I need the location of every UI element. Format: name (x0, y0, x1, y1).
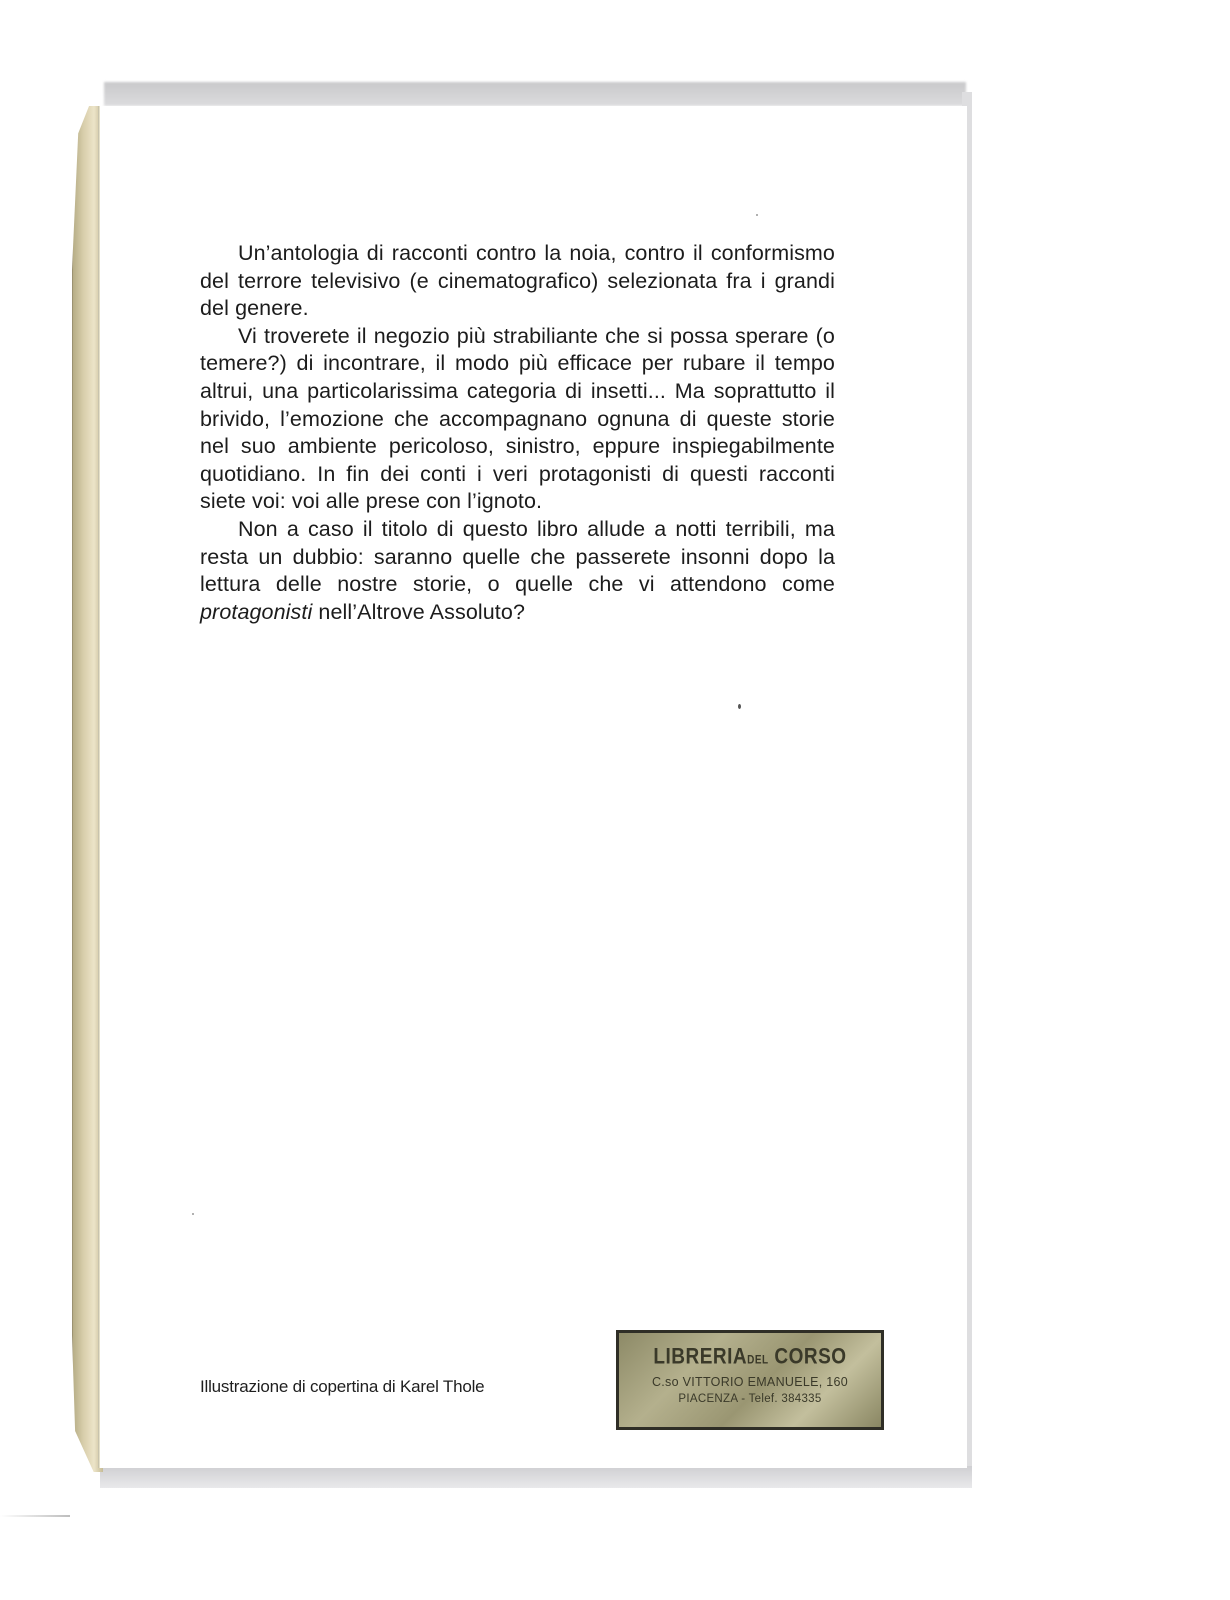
bookshop-sticker (616, 1330, 884, 1430)
scan-edge-mark (0, 1515, 70, 1517)
sticker-title-small: DEL (747, 1354, 769, 1368)
blurb-paragraph-1: Un’antologia di racconti contro la noia, contro il conformismo del terrore televisivo (e cinematografico) selezionata fra i grandi del genere. (200, 241, 835, 321)
cover-shadow-top (104, 82, 966, 106)
blurb-paragraph-2: Vi troverete il negozio più strabiliante che si possa sperare (o temere?) di incontrare, il modo più efficace per rubare il tempo altrui, una particolarissima categoria di insetti... Ma soprattutto il brivido, l’emozione che accompagnano ognuna di queste storie nel suo ambiente pericoloso, sinistro, eppure inspiegabilmente quotidiano. In fin dei conti i veri protagonisti di questi racconti siete voi: voi alle prese con l’ignoto. (200, 323, 835, 514)
blurb-paragraph-3-start: Non a caso il titolo di questo libro allude a notti terribili, ma resta un dubbio: saranno quelle che passerete insonni dopo la lettura delle nostre storie, o quelle che vi attendono come (200, 516, 835, 597)
back-cover-blurb (200, 240, 835, 626)
blurb-paragraph-3 (200, 516, 835, 626)
cover-illustration-credit: Illustrazione di copertina di Karel Thole (200, 1377, 485, 1396)
print-speck (756, 214, 758, 216)
sticker-title (619, 1345, 881, 1370)
print-speck (738, 704, 741, 709)
cover-shadow-bottom (100, 1466, 972, 1488)
sticker-title-end: CORSO (774, 1345, 847, 1370)
sticker-title-main: LIBRERIA (653, 1345, 748, 1370)
blurb-paragraph-3-end: nell’Altrove Assoluto? (312, 599, 525, 624)
sticker-city-phone: PIACENZA - Telef. 384335 (678, 1393, 822, 1405)
sticker-address: C.so VITTORIO EMANUELE, 160 (651, 1375, 849, 1389)
print-speck (192, 1213, 194, 1215)
blurb-emphasis: protagonisti (200, 599, 313, 624)
